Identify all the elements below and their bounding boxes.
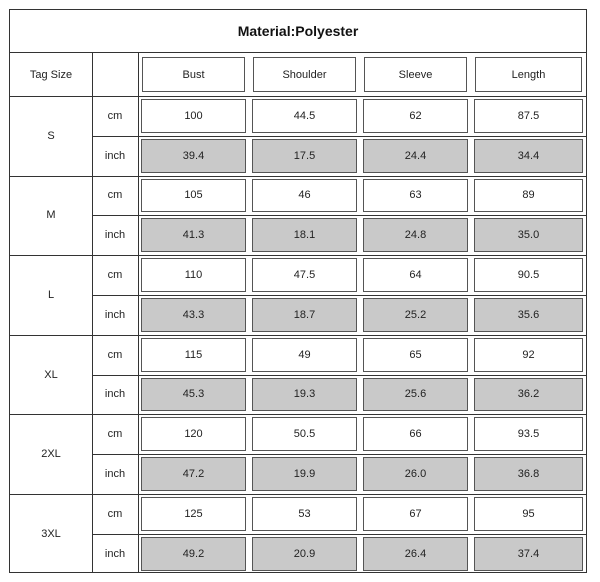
unit-cell: cm <box>107 428 123 441</box>
measurement-cell: 105 <box>141 179 246 213</box>
row-divider <box>92 136 586 137</box>
measurement-cell: 66 <box>363 417 468 451</box>
measurement-cell: 100 <box>141 99 246 133</box>
measurement-cell: 92 <box>474 338 583 372</box>
header-bust: Bust <box>142 57 245 92</box>
measurement-cell: 17.5 <box>252 139 357 173</box>
measurement-cell: 125 <box>141 497 246 531</box>
measurement-cell: 120 <box>141 417 246 451</box>
measurement-cell: 18.7 <box>252 298 357 332</box>
measurement-cell: 95 <box>474 497 583 531</box>
tag-size-cell: L <box>47 288 55 301</box>
measurement-cell: 49 <box>252 338 357 372</box>
measurement-cell: 50.5 <box>252 417 357 451</box>
measurement-cell: 64 <box>363 258 468 292</box>
unit-cell: inch <box>104 229 126 242</box>
header-unit <box>92 53 138 96</box>
measurement-cell: 67 <box>363 497 468 531</box>
header-tag-size: Tag Size <box>29 68 73 81</box>
tag-size-cell: M <box>46 209 56 222</box>
row-divider <box>92 375 586 376</box>
measurement-cell: 89 <box>474 179 583 213</box>
row-divider <box>92 295 586 296</box>
tag-size-cell: 3XL <box>41 527 61 540</box>
measurement-cell: 41.3 <box>141 218 246 252</box>
row-divider <box>92 534 586 535</box>
measurement-cell: 46 <box>252 179 357 213</box>
measurement-cell: 26.4 <box>363 537 468 571</box>
unit-cell: inch <box>104 149 126 162</box>
header-length: Length <box>475 57 582 92</box>
measurement-cell: 37.4 <box>474 537 583 571</box>
measurement-cell: 43.3 <box>141 298 246 332</box>
tag-size-cell: S <box>47 129 55 142</box>
measurement-cell: 115 <box>141 338 246 372</box>
unit-cell: cm <box>107 507 123 520</box>
measurement-cell: 25.6 <box>363 378 468 412</box>
unit-cell: inch <box>104 388 126 401</box>
row-divider <box>92 454 586 455</box>
header-shoulder: Shoulder <box>253 57 356 92</box>
measurement-cell: 45.3 <box>141 378 246 412</box>
size-chart <box>9 9 587 573</box>
measurement-cell: 24.4 <box>363 139 468 173</box>
row-divider <box>92 215 586 216</box>
unit-cell: cm <box>107 348 123 361</box>
measurement-cell: 49.2 <box>141 537 246 571</box>
measurement-cell: 36.8 <box>474 457 583 491</box>
header-sleeve: Sleeve <box>364 57 467 92</box>
measurement-cell: 34.4 <box>474 139 583 173</box>
measurement-cell: 36.2 <box>474 378 583 412</box>
measurement-cell: 62 <box>363 99 468 133</box>
measurement-cell: 90.5 <box>474 258 583 292</box>
tag-size-cell: XL <box>44 368 58 381</box>
measurement-cell: 26.0 <box>363 457 468 491</box>
measurement-cell: 110 <box>141 258 246 292</box>
chart-title: Material:Polyester <box>10 10 586 53</box>
measurement-cell: 24.8 <box>363 218 468 252</box>
measurement-cell: 65 <box>363 338 468 372</box>
measurement-cell: 93.5 <box>474 417 583 451</box>
unit-cell: cm <box>107 109 123 122</box>
measurement-cell: 18.1 <box>252 218 357 252</box>
measurement-cell: 35.6 <box>474 298 583 332</box>
measurement-cell: 44.5 <box>252 99 357 133</box>
measurement-cell: 53 <box>252 497 357 531</box>
measurement-cell: 25.2 <box>363 298 468 332</box>
measurement-cell: 87.5 <box>474 99 583 133</box>
measurement-cell: 47.5 <box>252 258 357 292</box>
tag-size-cell: 2XL <box>41 448 61 461</box>
unit-cell: inch <box>104 468 126 481</box>
unit-cell: inch <box>104 547 126 560</box>
measurement-cell: 19.3 <box>252 378 357 412</box>
unit-cell: cm <box>107 189 123 202</box>
unit-cell: cm <box>107 269 123 282</box>
measurement-cell: 19.9 <box>252 457 357 491</box>
measurement-cell: 20.9 <box>252 537 357 571</box>
measurement-cell: 39.4 <box>141 139 246 173</box>
measurement-cell: 63 <box>363 179 468 213</box>
unit-cell: inch <box>104 308 126 321</box>
measurement-cell: 35.0 <box>474 218 583 252</box>
measurement-cell: 47.2 <box>141 457 246 491</box>
